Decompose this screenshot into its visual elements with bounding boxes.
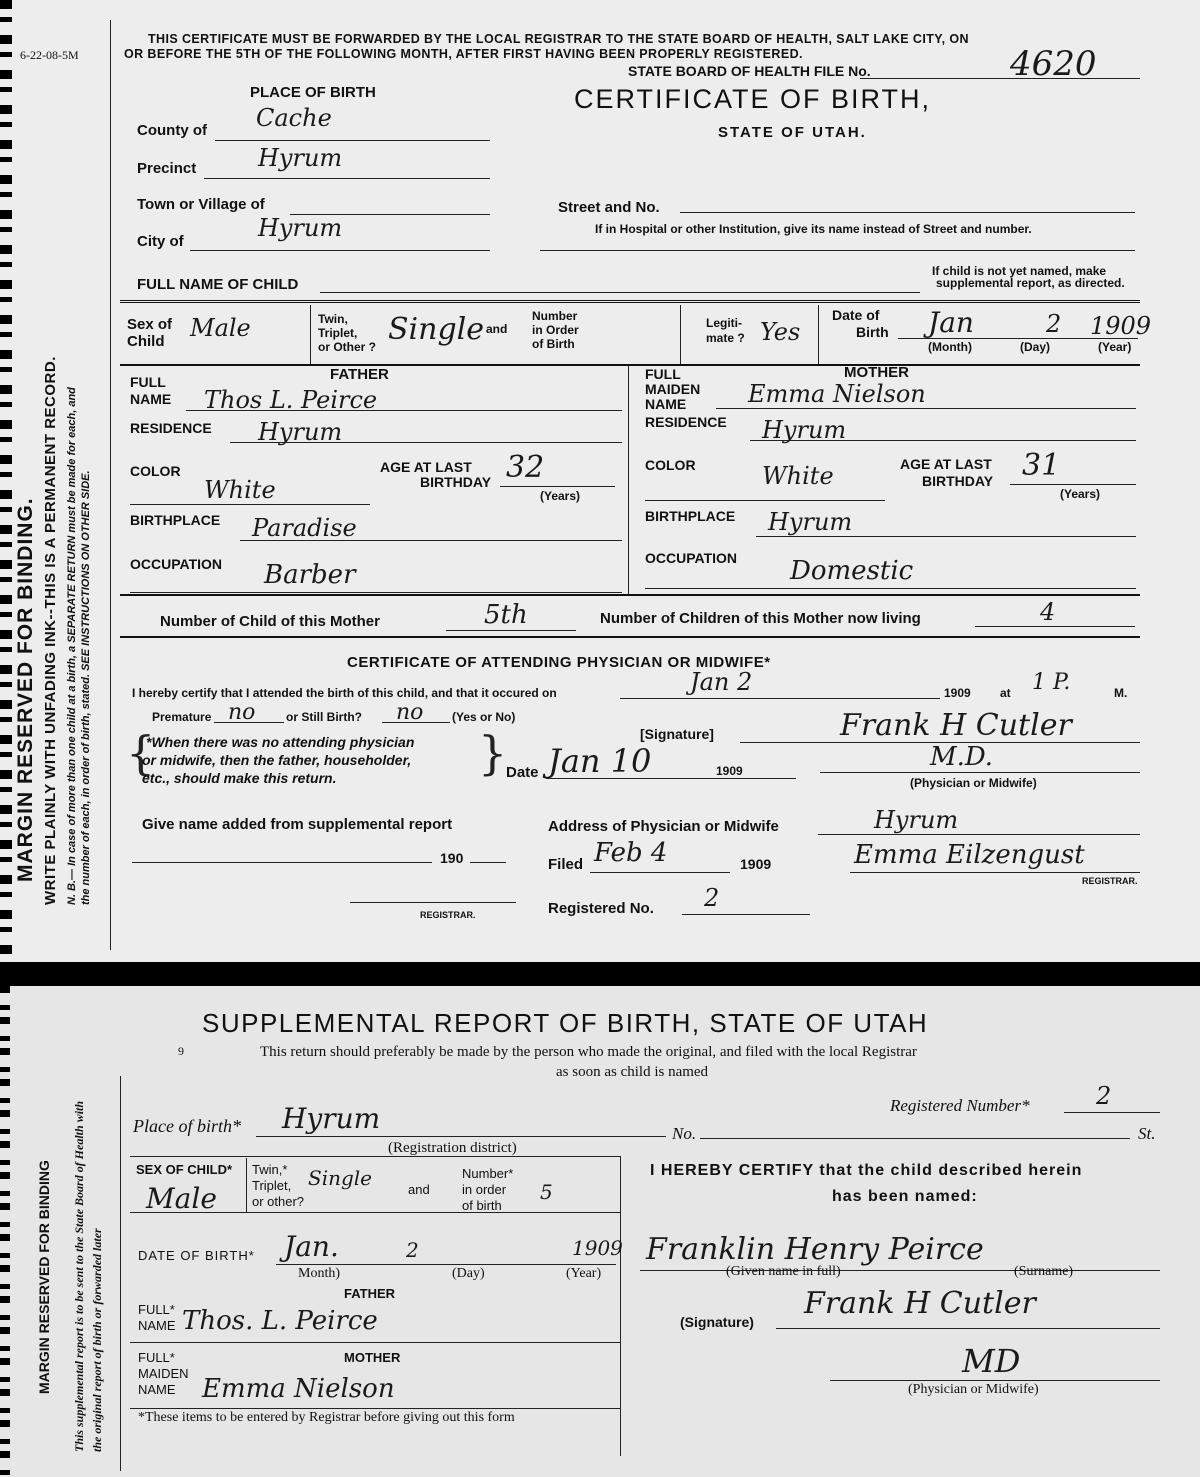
supp-mother-value: Emma Nielson <box>202 1374 395 1404</box>
registrar-signature: Emma Eilzengust <box>854 840 1085 870</box>
yes-no-label: (Yes or No) <box>452 710 516 724</box>
supp-margin-rule <box>120 1076 121 1471</box>
mother-full-label: FULL <box>645 366 681 382</box>
supp-physician-label: (Physician or Midwife) <box>908 1382 1039 1397</box>
file-no-value: 4620 <box>1010 44 1097 84</box>
mother-name-label: NAME <box>645 396 687 412</box>
physician-signature: Frank H Cutler <box>840 708 1072 743</box>
stillbirth-label: or Still Birth? <box>286 710 362 724</box>
supp-twin-label-2: Triplet, <box>252 1178 292 1193</box>
father-occupation-label: OCCUPATION <box>130 556 223 572</box>
father-age-value: 32 <box>506 450 545 485</box>
supp-signature-value: Frank H Cutler <box>804 1286 1036 1321</box>
supp-sex-label: SEX OF CHILD* <box>136 1162 233 1177</box>
physician-title: M.D. <box>930 742 994 772</box>
premature-value: no <box>228 700 256 725</box>
mother-residence-label: RESIDENCE <box>645 414 727 430</box>
registered-no-label: Registered No. <box>548 900 654 917</box>
dob-day: 2 <box>1046 310 1062 338</box>
supp-order-value: 5 <box>540 1180 553 1204</box>
supp-month-label: Month) <box>298 1266 340 1281</box>
premature-label: Premature <box>152 710 212 724</box>
county-value: Cache <box>256 104 332 132</box>
father-occupation-value: Barber <box>264 560 356 590</box>
supp-certify-1: I HEREBY CERTIFY that the child described herein <box>650 1162 1083 1179</box>
supp-signature-label: (Signature) <box>680 1314 754 1330</box>
supplemental-name-label: Give name added from supplemental report <box>142 816 453 833</box>
father-birthplace-label: BIRTHPLACE <box>130 512 221 528</box>
supp-dob-month: Jan. <box>284 1230 339 1263</box>
legit-label-1: Legiti- <box>706 316 742 330</box>
supp-father-label: FATHER <box>344 1286 396 1301</box>
and-label: and <box>486 322 508 336</box>
margin-binding-text: MARGIN RESERVED FOR BINDING. <box>14 497 37 882</box>
address-label: Address of Physician or Midwife <box>548 818 779 835</box>
certify-year: 1909 <box>944 686 971 700</box>
forward-notice-1: THIS CERTIFICATE MUST BE FORWARDED BY THE LOCAL REGISTRAR TO THE STATE BOARD OF HEALTH, SALT LAKE CITY, ON <box>148 32 969 46</box>
certificate-subtitle: STATE OF UTAH. <box>718 124 867 141</box>
supp-day-label: (Day) <box>452 1266 485 1281</box>
precinct-value: Hyrum <box>258 144 343 172</box>
supp-footnote: *These items to be entered by Registrar before giving out this form <box>138 1410 515 1425</box>
nb-note-line-1: N. B.— In case of more than one child at a birth, a SEPARATE RETURN must be made for each, and <box>66 387 78 905</box>
supp-registered-label: Registered Number* <box>890 1096 1030 1115</box>
order-label-1: Number <box>532 309 578 323</box>
child-name-note-1: If child is not yet named, make <box>932 264 1107 278</box>
mother-age-label-1: AGE AT LAST <box>900 456 992 472</box>
supp-margin-note-1: This supplemental report is to be sent to the State Board of Health with <box>72 1100 86 1452</box>
twin-label-2: Triplet, <box>318 326 358 340</box>
father-age-label-1: AGE AT LAST <box>380 459 472 475</box>
twin-value: Single <box>388 312 485 347</box>
midwife-note-3: etc., should make this return. <box>142 770 337 786</box>
year-label: (Year) <box>1098 340 1132 354</box>
supp-registered-value: 2 <box>1096 1082 1112 1110</box>
supp-title: SUPPLEMENTAL REPORT OF BIRTH, STATE OF UTAH <box>202 1008 929 1038</box>
sex-value: Male <box>190 314 251 342</box>
supp-certify-2: has been named: <box>832 1188 978 1205</box>
living-value: 4 <box>1040 598 1056 626</box>
supp-child-name: Franklin Henry Peirce <box>646 1232 984 1267</box>
month-label: (Month) <box>928 340 972 354</box>
county-label: County of <box>137 122 207 139</box>
father-birthplace-value: Paradise <box>252 514 357 542</box>
stray-mark: 9 <box>178 1044 184 1058</box>
midwife-note-1: *When there was no attending physician <box>146 734 415 750</box>
mother-heading: MOTHER <box>844 364 909 381</box>
supp-twin-label-3: or other? <box>252 1194 305 1209</box>
m-label: M. <box>1114 686 1128 700</box>
sign-year: 1909 <box>716 764 743 778</box>
mother-color-value: White <box>762 462 834 490</box>
supp-dob-year: 1909 <box>572 1236 623 1260</box>
order-label-2: in Order <box>532 323 579 337</box>
supplemental-registrar-label: REGISTRAR. <box>420 910 476 920</box>
supp-sex-value: Male <box>146 1182 217 1215</box>
father-residence-label: RESIDENCE <box>130 420 212 436</box>
mother-maiden-label: MAIDEN <box>645 381 701 397</box>
filed-label: Filed <box>548 856 584 873</box>
registered-no-value: 2 <box>704 884 720 912</box>
supp-dob-day: 2 <box>406 1238 419 1262</box>
birth-certificate: 6-22-08-5M MARGIN RESERVED FOR BINDING. WRITE PLAINLY WITH UNFADING INK--THIS IS A PERMANENT RECORD. N. B.— In case of more than one child at a birth, a SEPARATE RETURN must be made for each, and the number of each, in order of birth, stated. SEE INSTRUCTIONS ON OTHER SIDE. THIS CERTIFICATE MUST BE FORWARDED BY THE LOCAL REGISTRAR TO THE STATE BOARD OF HEALTH, SALT LAKE CITY, ON OR BEFORE THE 5TH OF THE FOLLOWING MONTH, AFTER FIRST HAVING BEEN PROPERLY REGISTERED. STATE BOARD OF HEALTH FILE No. 4620 CERTIFICATE OF BIRTH, STATE OF UTAH. PLACE OF BIRTH County of Cache Precinct Hyrum Town or Village of City of Hyrum Street and No. If in Hospital or other Institution, give its name instead of Street and number. FULL NAME OF CHILD If child is not yet named, make supplemental report, as directed. Sex of Child Male Twin, Triplet, or Other ? Single and Number in Order of Birth Legiti- mate ? Yes Date of Birth Jan 2 1909 (Month) (Day) (Year) FATHER FULL NAME Thos L. Peirce RESIDENCE Hyrum COLOR White AGE AT LAST BIRTHDAY 32 (Years) BIRTHPLACE Paradise OCCUPATION Barber MOTHER FULL MAIDEN NAME Emma Nielson RESIDENCE Hyrum COLOR White AGE AT LAST BIRTHDAY 31 (Years) BIRTHPLACE Hyrum OCCUPATION Domestic Number of Child of this Mother 5th Number of Children of this Mother now living 4 CERTIFICATE OF ATTENDING PHYSICIAN OR MIDWIFE* I hereby certify that I attended the birth of this child, and that it occured on Jan 2 1909 at 1 P. M. Premature no or Still Birth? no (Yes or No) { *When there was no attending physician or midwife, then the father, householder, etc., should make this return. } [Signature] Frank H Cutler M.D. (Physician or Midwife) Date Jan 10 1909 Give name added from supplemental report 190 REGISTRAR. Address of Physician or Midwife Hyrum Filed Feb 4 1909 Emma Eilzengust REGISTRAR. Registered No. 2 <box>0 0 1200 962</box>
margin-rule <box>110 20 111 950</box>
supp-mother-name-label: NAME <box>138 1382 176 1397</box>
supp-mother-maiden-label: MAIDEN <box>138 1366 189 1381</box>
certify-date: Jan 2 <box>690 668 753 696</box>
certify-text: I hereby certify that I attended the birth of this child, and that it occured on <box>132 686 557 700</box>
supp-order-label-3: of birth <box>462 1198 502 1213</box>
torn-edge <box>0 0 12 962</box>
precinct-label: Precinct <box>137 160 197 177</box>
legit-value: Yes <box>760 318 801 346</box>
place-of-birth-label: PLACE OF BIRTH <box>250 84 376 101</box>
parent-divider <box>628 366 629 594</box>
mother-occupation-label: OCCUPATION <box>645 550 738 566</box>
father-color-label: COLOR <box>130 463 181 479</box>
physician-or-midwife: (Physician or Midwife) <box>910 776 1037 790</box>
father-residence-value: Hyrum <box>258 418 343 446</box>
supp-twin-value: Single <box>308 1166 373 1190</box>
child-number-label: Number of Child of this Mother <box>160 613 380 630</box>
mother-residence-value: Hyrum <box>762 416 847 444</box>
supp-place-label: Place of birth* <box>133 1116 241 1136</box>
supp-mother-label: MOTHER <box>344 1350 401 1365</box>
form-code: 6-22-08-5M <box>20 48 79 62</box>
permanent-record-text: WRITE PLAINLY WITH UNFADING INK--THIS IS A PERMANENT RECORD. <box>42 356 59 905</box>
supp-dob-label: DATE OF BIRTH* <box>138 1248 255 1263</box>
dob-month: Jan <box>928 306 974 339</box>
supp-district-label: (Registration district) <box>388 1140 517 1156</box>
filed-registrar-label: REGISTRAR. <box>1082 876 1138 886</box>
supp-father-full-label: FULL* <box>138 1302 175 1317</box>
supp-twin-label-1: Twin,* <box>252 1162 288 1177</box>
supp-surname-label: (Surname) <box>1014 1264 1074 1279</box>
order-label-3: of Birth <box>532 337 575 351</box>
address-value: Hyrum <box>874 806 959 834</box>
supp-intro-2: as soon as child is named <box>556 1064 709 1080</box>
dob-year: 1909 <box>1090 312 1152 340</box>
supp-place-value: Hyrum <box>282 1102 381 1135</box>
twin-label-3: or Other ? <box>318 340 377 354</box>
certify-time: 1 P. <box>1032 670 1071 695</box>
sex-label-2: Child <box>127 333 165 350</box>
certificate-title: CERTIFICATE OF BIRTH, <box>574 84 932 114</box>
mother-occupation-value: Domestic <box>790 556 914 586</box>
mother-age-value: 31 <box>1022 448 1061 483</box>
mother-name-value: Emma Nielson <box>748 380 926 408</box>
supp-order-label-2: in order <box>462 1182 507 1197</box>
at-label: at <box>1000 686 1011 700</box>
father-name-value: Thos L. Peirce <box>204 386 378 414</box>
midwife-note-2: or midwife, then the father, householder, <box>142 752 412 768</box>
supp-mother-full-label: FULL* <box>138 1350 175 1365</box>
torn-edge <box>0 986 10 1477</box>
supp-father-value: Thos. L. Peirce <box>182 1306 378 1336</box>
street-label: Street and No. <box>558 199 660 216</box>
father-heading: FATHER <box>330 366 389 383</box>
living-label: Number of Children of this Mother now living <box>600 610 921 627</box>
supp-no-label: No. <box>672 1124 697 1143</box>
signature-label: [Signature] <box>640 726 714 742</box>
child-number-value: 5th <box>484 600 528 630</box>
forward-notice-2: OR BEFORE THE 5TH OF THE FOLLOWING MONTH, AFTER FIRST HAVING BEEN PROPERLY REGISTERED. <box>124 47 803 61</box>
legit-label-2: mate ? <box>706 331 745 345</box>
mother-birthplace-value: Hyrum <box>768 508 853 536</box>
physician-heading: CERTIFICATE OF ATTENDING PHYSICIAN OR MIDWIFE* <box>347 654 771 671</box>
twin-label-1: Twin, <box>318 312 348 326</box>
supp-order-label-1: Number* <box>462 1166 514 1181</box>
dob-label-2: Birth <box>856 324 889 340</box>
filed-date: Feb 4 <box>594 838 668 868</box>
dob-label-1: Date of <box>832 307 880 323</box>
father-years-label: (Years) <box>540 489 581 503</box>
stillbirth-value: no <box>396 700 424 725</box>
supp-st-label: St. <box>1138 1124 1156 1143</box>
nb-note-line-2: the number of each, in order of birth, stated. SEE INSTRUCTIONS ON OTHER SIDE. <box>80 470 92 905</box>
supp-and-label: and <box>408 1182 430 1197</box>
city-value: Hyrum <box>258 214 343 242</box>
supp-margin-binding-text: MARGIN RESERVED FOR BINDING <box>36 1160 52 1394</box>
child-name-label: FULL NAME OF CHILD <box>137 276 299 293</box>
sex-label-1: Sex of <box>127 316 173 333</box>
town-label: Town or Village of <box>137 196 265 213</box>
date-label: Date <box>506 764 539 781</box>
mother-years-label: (Years) <box>1060 487 1101 501</box>
supp-year-prefix: 190 <box>440 850 464 866</box>
supp-md-value: MD <box>962 1342 1021 1380</box>
supp-intro-1: This return should preferably be made by the person who made the original, and filed with the local Registrar <box>260 1044 917 1060</box>
mother-color-label: COLOR <box>645 457 696 473</box>
supp-year-label: (Year) <box>566 1266 602 1281</box>
mother-birthplace-label: BIRTHPLACE <box>645 508 736 524</box>
city-label: City of <box>137 233 184 250</box>
child-name-note-2: supplemental report, as directed. <box>936 276 1125 290</box>
supp-given-label: (Given name in full) <box>726 1264 841 1279</box>
father-age-label-2: BIRTHDAY <box>420 474 492 490</box>
filed-year: 1909 <box>740 856 772 872</box>
supplemental-report <box>0 986 1200 1477</box>
father-full-label: FULL <box>130 374 166 390</box>
supp-margin-note-2: the original report of birth or forwarded later <box>90 1228 104 1452</box>
father-color-value: White <box>204 476 276 504</box>
supp-father-name-label: NAME <box>138 1318 176 1333</box>
sign-date: Jan 10 <box>548 742 652 780</box>
father-name-label: NAME <box>130 391 172 407</box>
day-label: (Day) <box>1020 340 1051 354</box>
file-no-label: STATE BOARD OF HEALTH FILE No. <box>628 63 871 79</box>
street-note: If in Hospital or other Institution, give its name instead of Street and number. <box>595 222 1032 236</box>
mother-age-label-2: BIRTHDAY <box>922 473 994 489</box>
